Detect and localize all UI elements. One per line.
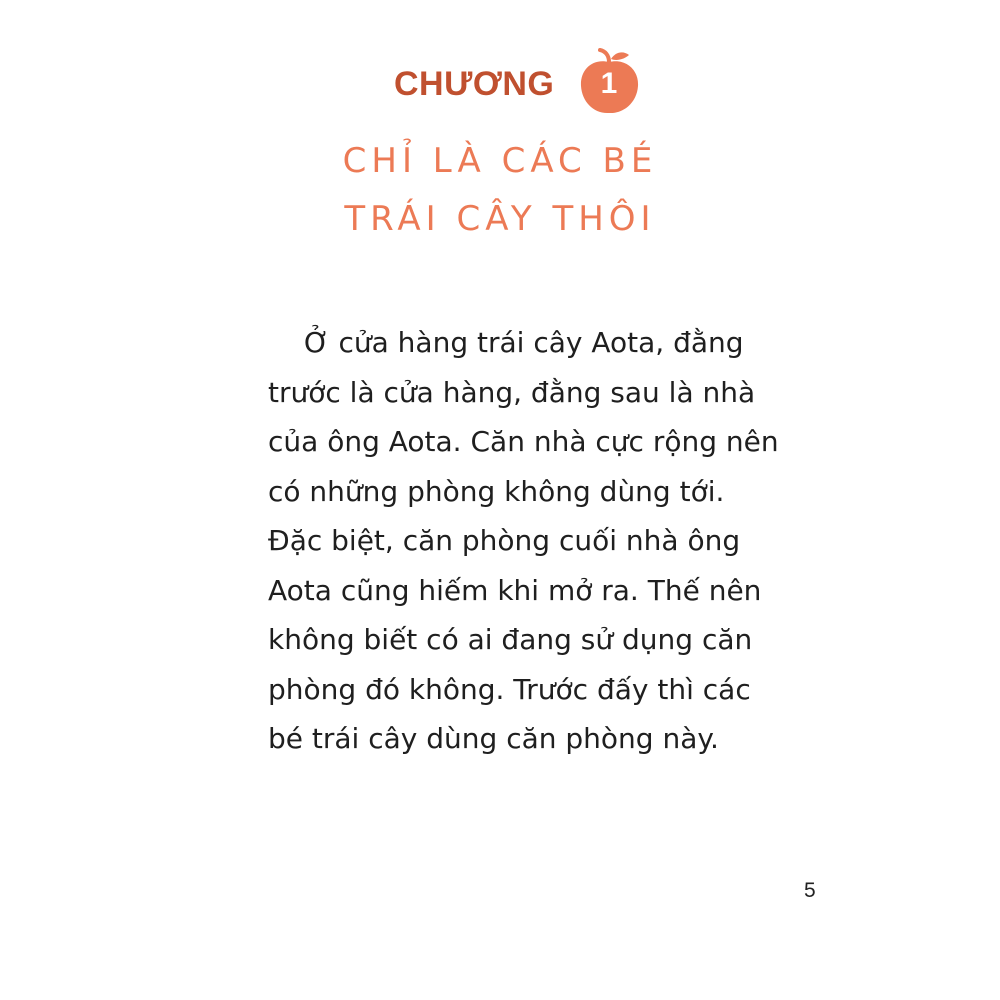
body-line: bé trái cây dùng căn phòng này. [268, 722, 719, 755]
body-line: phòng đó không. Trước đấy thì các [268, 672, 751, 706]
chapter-label: CHƯƠNG [394, 65, 555, 103]
page-number: 5 [804, 879, 816, 902]
body-line: có những phòng không dùng tới. [268, 474, 725, 508]
body-line: của ông Aota. Căn nhà cực rộng nên [268, 425, 779, 458]
chapter-number: 1 [600, 67, 618, 100]
body-line: Ở cửa hàng trái cây Aota, đằng [304, 326, 744, 359]
chapter-title-line: TRÁI CÂY THÔI [344, 199, 656, 239]
body-line: Đặc biệt, căn phòng cuối nhà ông [268, 524, 741, 557]
chapter-title [0, 132, 1000, 248]
body-line: trước là cửa hàng, đằng sau là nhà [268, 375, 756, 409]
body-line: không biết có ai đang sử dụng căn [268, 623, 753, 656]
chapter-badge [578, 46, 642, 116]
chapter-heading [0, 46, 1000, 126]
body-paragraph [268, 318, 779, 764]
chapter-title-line: CHỈ LÀ CÁC BÉ [342, 141, 658, 181]
body-line: Aota cũng hiếm khi mở ra. Thế nên [268, 573, 762, 607]
